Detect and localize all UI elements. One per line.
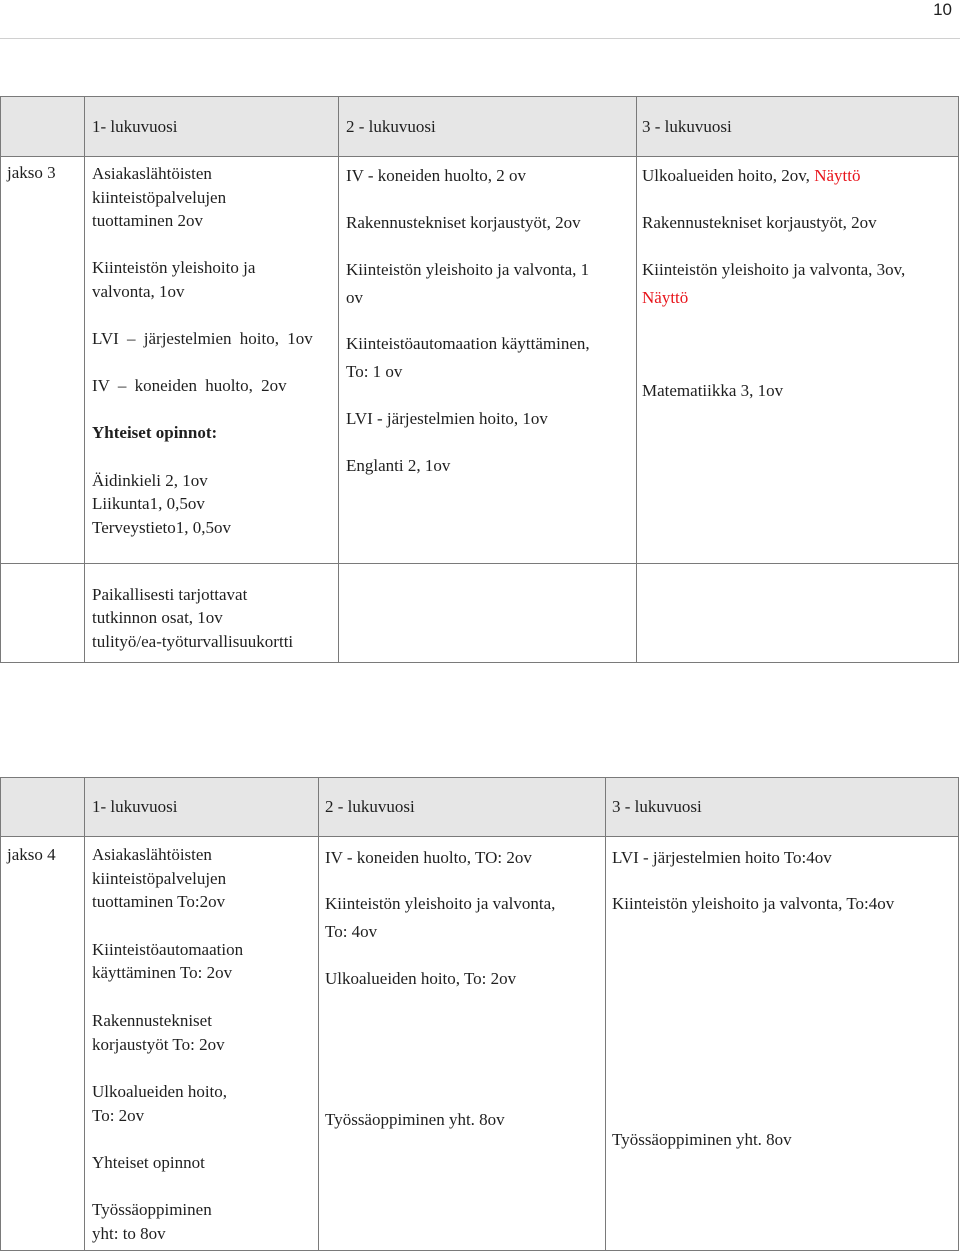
- course-line: LVI - järjestelmien hoito To:4ov: [612, 848, 832, 867]
- course-line: Rakennustekniset: [92, 1011, 212, 1030]
- course-line: Työssäoppiminen: [92, 1200, 212, 1219]
- course-line: Ulkoalueiden hoito,: [92, 1082, 228, 1101]
- course-line: kiinteistöpalvelujen: [92, 869, 227, 888]
- course-line: Kiinteistön yleishoito ja valvonta, 3ov,: [642, 260, 906, 279]
- year-3-cell: [637, 564, 959, 663]
- header-year-3: 3 - lukuvuosi: [637, 97, 959, 157]
- course-line: tuottaminen 2ov: [92, 211, 203, 230]
- header-year-2: 2 - lukuvuosi: [339, 97, 637, 157]
- table-row: [1, 837, 959, 1251]
- course-line: tuottaminen To:2ov: [92, 892, 226, 911]
- local-modules-cell: [85, 564, 339, 663]
- course-line: Matematiikka 3, 1ov: [642, 381, 784, 400]
- row-label: jakso 3: [7, 163, 56, 182]
- course-line: Englanti 2, 1ov: [346, 456, 451, 475]
- year-2-cell: [339, 157, 637, 564]
- course-line: Terveystieto1, 0,5ov: [92, 518, 232, 537]
- row-label-cell: [1, 564, 85, 663]
- year-2-cell: [319, 837, 606, 1251]
- course-line: käyttäminen To: 2ov: [92, 963, 233, 982]
- course-line: ov: [346, 288, 363, 307]
- course-line: To: 1 ov: [346, 362, 403, 381]
- demonstration-label: Näyttö: [814, 166, 861, 185]
- year-1-cell: [85, 157, 339, 564]
- course-line: IV - koneiden huolto, 2 ov: [346, 166, 527, 185]
- table-header-row: [1, 97, 959, 157]
- table-row: [1, 564, 959, 663]
- header-rule: [0, 38, 960, 39]
- course-line: Asiakaslähtöisten: [92, 164, 212, 183]
- table-header-row: [1, 778, 959, 837]
- course-line: tutkinnon osat, 1ov: [92, 608, 223, 627]
- demonstration-label: Näyttö: [642, 288, 689, 307]
- course-line: Liikunta1, 0,5ov: [92, 494, 205, 513]
- course-line: Paikallisesti tarjottavat: [92, 585, 248, 604]
- year-3-cell: [606, 837, 959, 1251]
- table-row: [1, 157, 959, 564]
- course-line: LVI – järjestelmien hoito, 1ov: [92, 329, 313, 348]
- course-line: Työssäoppiminen yht. 8ov: [612, 1130, 792, 1149]
- course-line: IV - koneiden huolto, TO: 2ov: [325, 848, 532, 867]
- course-line: IV – koneiden huolto, 2ov: [92, 376, 287, 395]
- row-label: jakso 4: [7, 845, 56, 864]
- year-3-cell: [637, 157, 959, 564]
- course-line: kiinteistöpalvelujen: [92, 188, 227, 207]
- schedule-table-jakso-4: [0, 777, 959, 1251]
- course-line: Äidinkieli 2, 1ov: [92, 471, 208, 490]
- year-2-cell: [339, 564, 637, 663]
- course-line: Rakennustekniset korjaustyöt, 2ov: [642, 213, 877, 232]
- header-year-2: 2 - lukuvuosi: [319, 778, 606, 837]
- header-empty-cell: [1, 778, 85, 837]
- section-heading: Yhteiset opinnot:: [92, 423, 218, 442]
- course-line: Ulkoalueiden hoito, To: 2ov: [325, 969, 517, 988]
- row-label-cell: [1, 837, 85, 1251]
- header-empty-cell: [1, 97, 85, 157]
- course-line: Kiinteistön yleishoito ja valvonta, To:4ov: [612, 894, 895, 913]
- course-line: To: 2ov: [92, 1106, 145, 1125]
- course-line: Työssäoppiminen yht. 8ov: [325, 1110, 505, 1129]
- course-line: korjaustyöt To: 2ov: [92, 1035, 225, 1054]
- course-line: Rakennustekniset korjaustyöt, 2ov: [346, 213, 581, 232]
- course-line: Asiakaslähtöisten: [92, 845, 212, 864]
- course-line: Kiinteistön yleishoito ja valvonta,: [325, 894, 556, 913]
- course-line: Ulkoalueiden hoito, 2ov, Näyttö: [642, 166, 861, 185]
- course-line: tulityö/ea-työturvallisuukortti: [92, 632, 294, 651]
- header-year-3: 3 - lukuvuosi: [606, 778, 959, 837]
- header-year-1: 1- lukuvuosi: [85, 778, 319, 837]
- course-line: Kiinteistöautomaation käyttäminen,: [346, 334, 590, 353]
- course-line: To: 4ov: [325, 922, 378, 941]
- course-line: LVI - järjestelmien hoito, 1ov: [346, 409, 548, 428]
- header-year-1: 1- lukuvuosi: [85, 97, 339, 157]
- course-line: Kiinteistön yleishoito ja: [92, 258, 256, 277]
- year-1-cell: [85, 837, 319, 1251]
- course-line: valvonta, 1ov: [92, 282, 185, 301]
- course-line: Kiinteistöautomaation: [92, 940, 244, 959]
- course-line: yht: to 8ov: [92, 1224, 166, 1243]
- course-line: Kiinteistön yleishoito ja valvonta, 1: [346, 260, 590, 279]
- page-number: 10: [933, 0, 952, 19]
- section-heading: Yhteiset opinnot: [92, 1153, 205, 1172]
- row-label-cell: [1, 157, 85, 564]
- schedule-table-jakso-3: [0, 96, 959, 663]
